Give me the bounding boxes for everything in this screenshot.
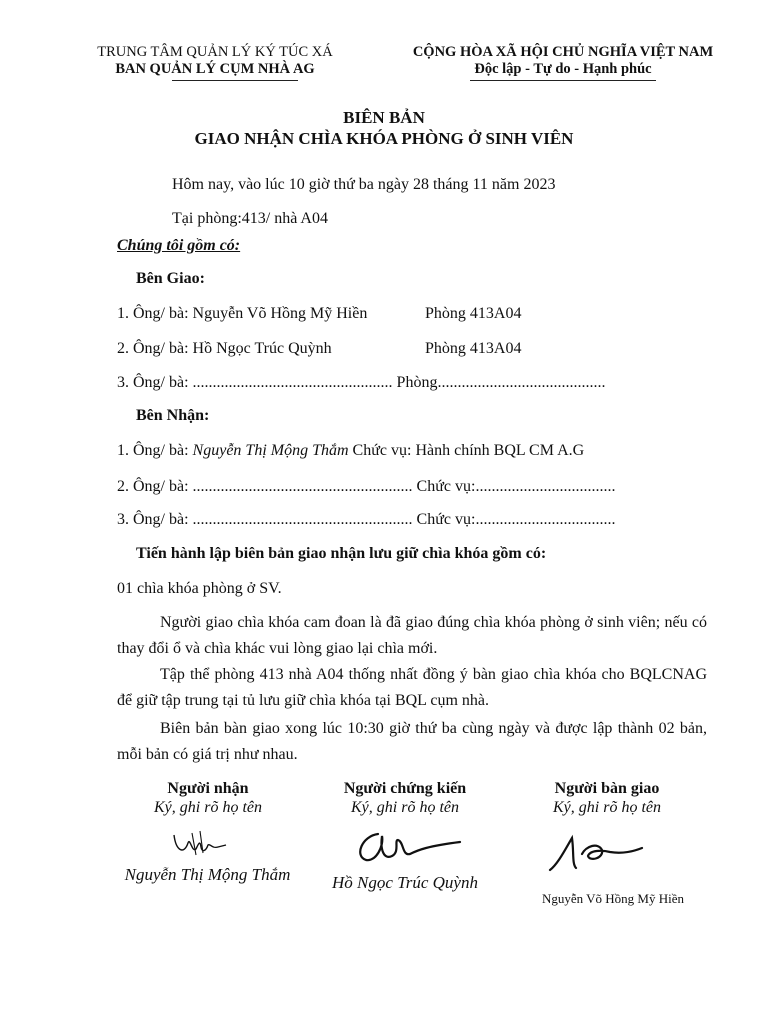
date-line: Hôm nay, vào lúc 10 giờ thứ ba ngày 28 tháng 11 năm 2023 xyxy=(172,176,556,193)
receiver-row-1-role: Chức vụ: Hành chính BQL CM A.G xyxy=(348,442,585,459)
sig-giver-instruction: Ký, ghi rõ họ tên xyxy=(553,799,661,816)
org-name: TRUNG TÂM QUẢN LÝ KÝ TÚC XÁ xyxy=(97,44,333,60)
receiver-row-1 xyxy=(117,442,584,460)
giver-row-2-room: Phòng 413A04 xyxy=(425,340,522,357)
doc-subtitle: GIAO NHẬN CHÌA KHÓA PHÒNG Ở SINH VIÊN xyxy=(194,129,574,148)
sig-receiver-role: Người nhận xyxy=(167,780,249,797)
org-subunit: BAN QUẢN LÝ CỤM NHÀ AG xyxy=(115,61,315,77)
place-line: Tại phòng:413/ nhà A04 xyxy=(172,210,328,227)
giver-row-3: 3. Ông/ bà: .................................................. Phòng.......................................... xyxy=(117,374,606,391)
giver-signature xyxy=(546,828,676,876)
receiver-signature xyxy=(170,825,230,861)
doc-title: BIÊN BẢN xyxy=(343,108,425,127)
national-motto: Độc lập - Tự do - Hạnh phúc xyxy=(474,61,652,77)
members-heading: Chúng tôi gồm có: xyxy=(117,237,241,254)
sig-receiver-name: Nguyễn Thị Mộng Thắm xyxy=(124,865,291,884)
motto-underline xyxy=(470,80,656,81)
national-name: CỘNG HÒA XÃ HỘI CHỦ NGHĨA VIỆT NAM xyxy=(412,44,714,60)
org-underline xyxy=(172,80,298,81)
org-header xyxy=(70,44,360,78)
sig-giver-name: Nguyễn Võ Hồng Mỹ Hiền xyxy=(541,891,685,906)
sig-witness-role: Người chứng kiến xyxy=(343,780,467,797)
giver-row-1-room: Phòng 413A04 xyxy=(425,305,522,322)
proceed-heading: Tiến hành lập biên bản giao nhận lưu giữ chìa khóa gồm có: xyxy=(136,545,547,562)
paragraph-commitment: Người giao chìa khóa cam đoan là đã giao đúng chìa khóa phòng ở sinh viên; nếu có thay đổi ổ và chìa khác vui lòng giao lại chìa mới. xyxy=(117,614,707,657)
sig-witness-instruction: Ký, ghi rõ họ tên xyxy=(351,799,459,816)
paragraph-closing: Biên bản bàn giao xong lúc 10:30 giờ thứ ba cùng ngày và được lập thành 02 bản, mỗi bản có giá trị như nhau. xyxy=(117,720,707,763)
receiver-row-2: 2. Ông/ bà: ....................................................... Chức vụ:................................... xyxy=(117,478,616,495)
giver-heading: Bên Giao: xyxy=(136,270,205,287)
sig-giver-role: Người bàn giao xyxy=(554,780,660,797)
giver-row-1: 1. Ông/ bà: Nguyễn Võ Hồng Mỹ Hiền xyxy=(117,305,368,322)
sig-receiver-instruction: Ký, ghi rõ họ tên xyxy=(154,799,262,816)
witness-signature xyxy=(348,826,468,868)
item-line: 01 chìa khóa phòng ở SV. xyxy=(117,580,282,597)
receiver-heading: Bên Nhận: xyxy=(136,407,210,424)
national-header xyxy=(388,44,738,78)
giver-row-2: 2. Ông/ bà: Hồ Ngọc Trúc Quỳnh xyxy=(117,340,332,357)
receiver-row-3: 3. Ông/ bà: ....................................................... Chức vụ:................................... xyxy=(117,511,616,528)
receiver-row-1-prefix: 1. Ông/ bà: xyxy=(117,442,193,459)
receiver-row-1-name: Nguyễn Thị Mộng Thắm xyxy=(192,442,349,459)
sig-witness-name: Hồ Ngọc Trúc Quỳnh xyxy=(332,873,478,892)
paragraph-agreement: Tập thể phòng 413 nhà A04 thống nhất đồng ý bàn giao chìa khóa cho BQLCNAG để giữ tập trung tại tủ lưu giữ chìa khóa tại BQL cụm nhà. xyxy=(117,666,707,709)
